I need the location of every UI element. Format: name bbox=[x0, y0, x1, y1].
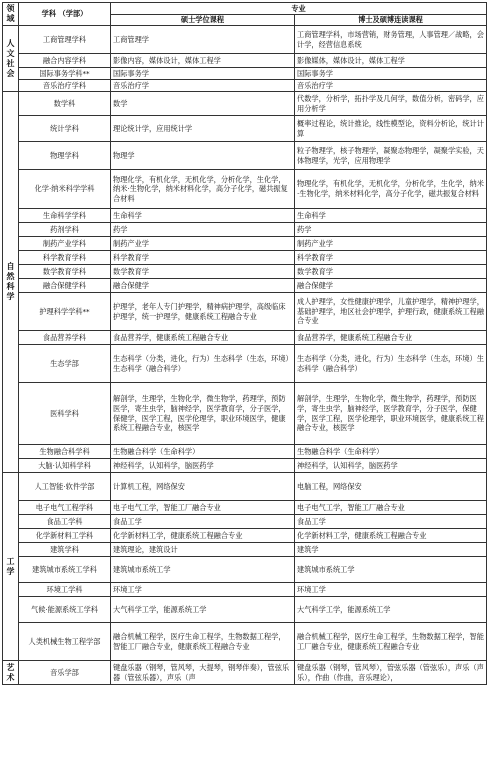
master-cell: 科学教育学 bbox=[111, 251, 295, 265]
table-row bbox=[3, 237, 487, 251]
dept-cell: 融合保健学科 bbox=[19, 279, 111, 293]
master-cell: 建筑城市系统工学 bbox=[111, 557, 295, 583]
doctor-cell: 大气科学工学，能源系统工学 bbox=[295, 597, 487, 623]
table-row bbox=[3, 293, 487, 331]
table-row bbox=[3, 80, 487, 92]
doctor-cell: 生态科学（分类，进化，行为）生态科学（生态，环境）生态科学（融合科学） bbox=[295, 345, 487, 383]
doctor-cell: 成人护理学，女性健康护理学，儿童护理学，精神护理学，基础护理学，地区社会护理学，护理行政，健康系统工程融合专业 bbox=[295, 293, 487, 331]
header-department-label: 学科 （学部） bbox=[41, 9, 88, 19]
dept-cell: 融合内容学科 bbox=[19, 54, 111, 68]
dept-cell: 食品营养学科 bbox=[19, 331, 111, 345]
dept-cell: 食品工学科 bbox=[19, 515, 111, 529]
header-domain-label: 领域 bbox=[6, 4, 15, 23]
dept-cell: 统计学科 bbox=[19, 116, 111, 142]
dept-cell: 大脑·认知科学科 bbox=[19, 459, 111, 473]
domain-cell bbox=[3, 473, 19, 661]
table-row bbox=[3, 515, 487, 529]
dept-cell: 药剂学科 bbox=[19, 223, 111, 237]
table-row bbox=[3, 331, 487, 345]
table-row bbox=[3, 623, 487, 661]
table-row bbox=[3, 543, 487, 557]
dept-cell: 护理科学学科** bbox=[19, 293, 111, 331]
domain-char: 学 bbox=[6, 566, 15, 576]
table-row bbox=[3, 445, 487, 459]
dept-cell: 数学教育学科 bbox=[19, 265, 111, 279]
table-row bbox=[3, 223, 487, 237]
domain-char: 艺 bbox=[6, 662, 15, 672]
dept-cell: 物理学科 bbox=[19, 142, 111, 170]
header-doctor-label: 博士及硕博连读课程 bbox=[358, 15, 423, 25]
master-cell: 键盘乐器（钢琴，管风琴，大提琴，钢琴伴奏），管弦乐器（管弦乐器），声乐（声 bbox=[111, 661, 295, 685]
dept-cell: 化学新材料工学科 bbox=[19, 529, 111, 543]
master-cell: 生态科学（分类，进化，行为）生态科学（生态，环境）生态科学（融合科学） bbox=[111, 345, 295, 383]
master-cell: 生物融合科学（生命科学） bbox=[111, 445, 295, 459]
master-cell: 理论统计学，应用统计学 bbox=[111, 116, 295, 142]
doctor-cell: 制药产业学 bbox=[295, 237, 487, 251]
domain-char: 社 bbox=[6, 58, 15, 68]
dept-cell: 环境工学科 bbox=[19, 583, 111, 597]
master-cell: 食品工学 bbox=[111, 515, 295, 529]
doctor-cell: 粒子物理学，核子物理学，凝聚态物理学，凝聚学实验，天体物理学，光学，应用物理学 bbox=[295, 142, 487, 170]
dept-cell: 工商管理学科 bbox=[19, 26, 111, 54]
dept-cell: 音乐学部 bbox=[19, 661, 111, 685]
header-domain bbox=[3, 3, 19, 26]
doctor-cell: 食品工学 bbox=[295, 515, 487, 529]
doctor-cell: 概率过程论，统计推论，线性模型论，资料分析论，统计计算 bbox=[295, 116, 487, 142]
header-master-label: 硕士学位课程 bbox=[180, 15, 225, 25]
table-row bbox=[3, 279, 487, 293]
master-cell: 食品营养学，健康系统工程融合专业 bbox=[111, 331, 295, 345]
master-cell: 物理化学，有机化学，无机化学，分析化学，生化学，纳米·生物化学，纳米材料化学，高分子化学，磁共振复合材料 bbox=[111, 170, 295, 209]
table-row bbox=[3, 383, 487, 445]
domain-char: 科 bbox=[6, 282, 15, 291]
table-row bbox=[3, 116, 487, 142]
doctor-cell: 神经科学，认知科学，脑医药学 bbox=[295, 459, 487, 473]
table-row bbox=[3, 501, 487, 515]
doctor-cell: 音乐治疗学 bbox=[295, 80, 487, 92]
table-row bbox=[3, 473, 487, 501]
master-cell: 生命科学 bbox=[111, 209, 295, 223]
dept-cell: 生命科学学科 bbox=[19, 209, 111, 223]
dept-cell: 气候·能源系统工学科 bbox=[19, 597, 111, 623]
master-cell: 神经科学，认知科学，脑医药学 bbox=[111, 459, 295, 473]
table-row bbox=[3, 597, 487, 623]
doctor-cell: 生物融合科学（生命科学） bbox=[295, 445, 487, 459]
doctor-cell: 电子电气工学，智能工厂融合专业 bbox=[295, 501, 487, 515]
master-cell: 影像内容，媒体设计，媒体工程学 bbox=[111, 54, 295, 68]
master-cell: 数学教育学 bbox=[111, 265, 295, 279]
master-cell: 计算机工程，网络保安 bbox=[111, 473, 295, 501]
dept-cell: 科学教育学科 bbox=[19, 251, 111, 265]
master-cell: 数学 bbox=[111, 92, 295, 116]
doctor-cell: 国际事务学 bbox=[295, 68, 487, 80]
master-cell: 制药产业学 bbox=[111, 237, 295, 251]
table-row bbox=[3, 265, 487, 279]
doctor-cell: 食品营养学，健康系统工程融合专业 bbox=[295, 331, 487, 345]
table-row bbox=[3, 459, 487, 473]
doctor-cell: 建筑城市系统工学 bbox=[295, 557, 487, 583]
doctor-cell: 融合保健学 bbox=[295, 279, 487, 293]
doctor-cell: 影像媒体，媒体设计，媒体工程学 bbox=[295, 54, 487, 68]
domain-char: 学 bbox=[6, 292, 15, 301]
master-cell: 化学新材料工学，健康系统工程融合专业 bbox=[111, 529, 295, 543]
master-cell: 解剖学，生理学，生物化学，微生物学，药理学，预防医学，寄生虫学，脑神经学，医学教育学，分子医学，保健学，医学工程，医学伦理学，职业环境医学，健康系统工程融合专业，核医学 bbox=[111, 383, 295, 445]
doctor-cell: 电脑工程，网络保安 bbox=[295, 473, 487, 501]
domain-char: 工 bbox=[6, 556, 15, 566]
header-master bbox=[111, 15, 295, 26]
table-row bbox=[3, 170, 487, 209]
dept-cell: 生物融合科学科 bbox=[19, 445, 111, 459]
doctor-cell: 科学教育学 bbox=[295, 251, 487, 265]
dept-cell: 国际事务学科** bbox=[19, 68, 111, 80]
domain-cell bbox=[3, 92, 19, 473]
doctor-cell: 物理化学，有机化学，无机化学，分析化学，生化学，纳米·生物化学，纳米材料化学，高分子化学，磁共振复合材料 bbox=[295, 170, 487, 209]
doctor-cell: 建筑学 bbox=[295, 543, 487, 557]
domain-char: 人 bbox=[6, 38, 15, 48]
doctor-cell: 键盘乐器（钢琴，管风琴），管弦乐器（管弦乐），声乐（声乐），作曲（作曲，音乐理论）， bbox=[295, 661, 487, 685]
doctor-cell: 环境工学 bbox=[295, 583, 487, 597]
header-department bbox=[19, 3, 111, 26]
master-cell: 护理学，老年人专门护理学，精神病护理学，高级临床护理学，统一护理学，健康系统工程融合专业 bbox=[111, 293, 295, 331]
domain-char: 术 bbox=[6, 672, 15, 682]
doctor-cell: 代数学，分析学，拓扑学及几何学，数值分析，密码学，应用分析学 bbox=[295, 92, 487, 116]
table-row bbox=[3, 68, 487, 80]
table-row bbox=[3, 26, 487, 54]
master-cell: 药学 bbox=[111, 223, 295, 237]
program-table bbox=[2, 2, 487, 685]
table-row bbox=[3, 583, 487, 597]
dept-cell: 建筑城市系统工学科 bbox=[19, 557, 111, 583]
table-row bbox=[3, 92, 487, 116]
domain-char: 文 bbox=[6, 48, 15, 58]
table-row bbox=[3, 54, 487, 68]
master-cell: 融合保健学 bbox=[111, 279, 295, 293]
master-cell: 国际事务学 bbox=[111, 68, 295, 80]
header-major-label: 专业 bbox=[291, 3, 306, 13]
dept-cell: 电子电气工程学科 bbox=[19, 501, 111, 515]
table-row bbox=[3, 345, 487, 383]
master-cell: 工商管理学 bbox=[111, 26, 295, 54]
table-row bbox=[3, 529, 487, 543]
master-cell: 环境工学 bbox=[111, 583, 295, 597]
master-cell: 音乐治疗学 bbox=[111, 80, 295, 92]
doctor-cell: 解剖学，生理学，生物化学，微生物学，药理学，预防医学，寄生虫学，脑神经学，医学教育学，分子医学，保健学，医学工程，医学伦理学，职业环境医学，健康系统工程融合专业，核医学 bbox=[295, 383, 487, 445]
domain-char: 然 bbox=[6, 272, 15, 281]
header-major bbox=[111, 3, 487, 15]
header-doctor bbox=[295, 15, 487, 26]
doctor-cell: 融合机械工程学，医疗生命工程学，生物数据工程学，智能工厂融合专业，健康系统工程融合专业 bbox=[295, 623, 487, 661]
master-cell: 融合机械工程学，医疗生命工程学，生物数据工程学，智能工厂融合专业，健康系统工程融合专业 bbox=[111, 623, 295, 661]
master-cell: 物理学 bbox=[111, 142, 295, 170]
table-row bbox=[3, 209, 487, 223]
dept-cell: 人工智能·软件学部 bbox=[19, 473, 111, 501]
doctor-cell: 数学教育学 bbox=[295, 265, 487, 279]
table-row bbox=[3, 142, 487, 170]
master-cell: 电子电气工学，智能工厂融合专业 bbox=[111, 501, 295, 515]
table-row bbox=[3, 251, 487, 265]
doctor-cell: 化学新材料工学，健康系统工程融合专业 bbox=[295, 529, 487, 543]
dept-cell: 人类机械生物工程学部 bbox=[19, 623, 111, 661]
dept-cell: 数学科 bbox=[19, 92, 111, 116]
dept-cell: 音乐治疗学科 bbox=[19, 80, 111, 92]
master-cell: 大气科学工学，能源系统工学 bbox=[111, 597, 295, 623]
dept-cell: 化学·纳米科学学科 bbox=[19, 170, 111, 209]
master-cell: 建筑理论，建筑设计 bbox=[111, 543, 295, 557]
domain-char: 会 bbox=[6, 68, 15, 78]
doctor-cell: 药学 bbox=[295, 223, 487, 237]
domain-char: 自 bbox=[6, 262, 15, 271]
dept-cell: 建筑学科 bbox=[19, 543, 111, 557]
dept-cell: 生态学部 bbox=[19, 345, 111, 383]
dept-cell: 制药产业学科 bbox=[19, 237, 111, 251]
doctor-cell: 生命科学 bbox=[295, 209, 487, 223]
domain-cell bbox=[3, 26, 19, 92]
domain-cell bbox=[3, 661, 19, 685]
table-row bbox=[3, 557, 487, 583]
doctor-cell: 工商管理学科，市场营销，财务管理，人事管理／战略，会计学，经营信息系统 bbox=[295, 26, 487, 54]
dept-cell: 医科学科 bbox=[19, 383, 111, 445]
table-row bbox=[3, 661, 487, 685]
